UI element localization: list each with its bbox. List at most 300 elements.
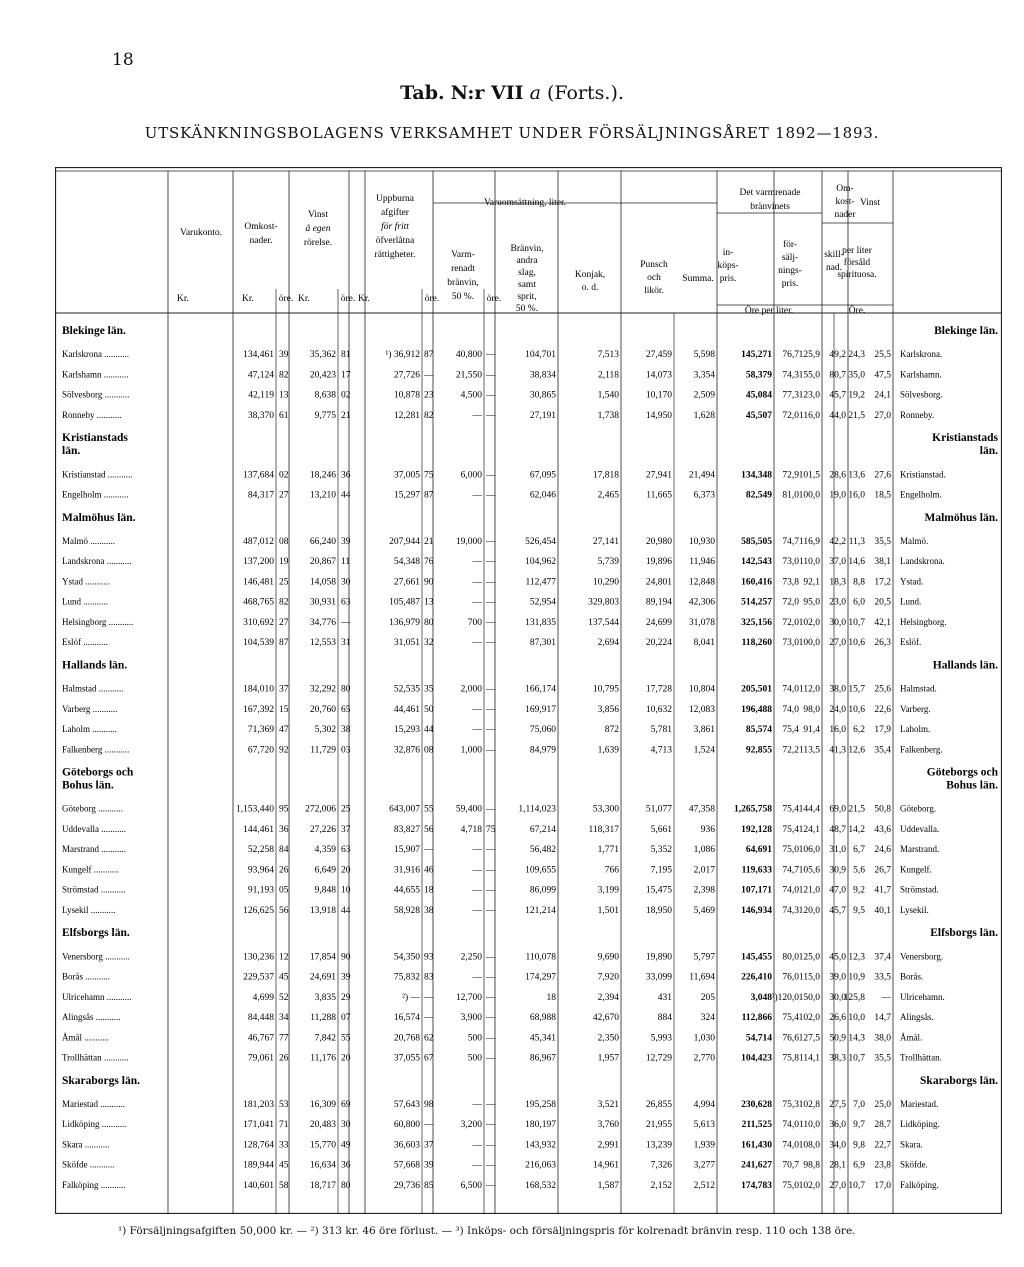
- cell-value: 75,4: [782, 804, 799, 815]
- cell-value: 1,501: [597, 905, 619, 916]
- cell-value: 216,063: [525, 1160, 556, 1171]
- row-place-right: Kristianstad.: [900, 469, 946, 480]
- cell-value: 57,643: [393, 1099, 420, 1110]
- cell-value: 43,6: [874, 824, 891, 835]
- cell-value: 20,423: [309, 370, 336, 381]
- cell-value: 42,2: [829, 536, 846, 547]
- row-place: Karlskrona ...........: [62, 349, 129, 360]
- cell-value: 112,866: [741, 1013, 772, 1023]
- cell-value: 22,7: [874, 1140, 891, 1151]
- row-place: Landskrona ...........: [62, 556, 132, 567]
- cell-value: 75,8: [782, 1053, 799, 1064]
- cell-value: —: [424, 992, 434, 1003]
- cell-value: 87: [279, 638, 289, 649]
- cell-value: 52,535: [393, 684, 420, 695]
- cell-value: 87: [424, 490, 434, 501]
- cell-value: 105,487: [389, 597, 420, 608]
- cell-value: 6,373: [693, 490, 715, 501]
- cell-value: —: [486, 597, 496, 608]
- cell-value: 487,012: [243, 536, 274, 547]
- cell-value: 104,962: [525, 557, 556, 568]
- header-varmrenadt: renadt: [451, 264, 475, 274]
- header-ore-col: öre.: [486, 294, 502, 304]
- row-place: Halmstad ...........: [62, 683, 124, 694]
- cell-value: 15,770: [309, 1140, 336, 1151]
- cell-value: 4,718: [460, 824, 482, 835]
- cell-value: 77: [279, 1033, 289, 1044]
- cell-value: 19,000: [455, 536, 482, 547]
- section-name: Bohus län.: [62, 779, 114, 792]
- cell-value: 20,867: [309, 557, 336, 568]
- cell-value: 62: [424, 1033, 434, 1044]
- cell-value: 49: [341, 1140, 351, 1151]
- cell-value: 171,041: [243, 1120, 274, 1131]
- cell-value: 82: [424, 410, 434, 421]
- cell-value: 56,482: [529, 845, 556, 856]
- cell-value: 30,865: [529, 390, 556, 401]
- header-inkopspris: pris.: [719, 274, 737, 284]
- cell-value: 127,5: [798, 1033, 820, 1044]
- row-place: Alingsås ...........: [62, 1012, 121, 1022]
- cell-value: 500: [467, 1053, 482, 1064]
- cell-value: 5,352: [650, 845, 672, 856]
- cell-value: 54,348: [393, 557, 420, 568]
- cell-value: —: [472, 725, 482, 735]
- cell-value: 136,979: [389, 617, 420, 628]
- row-place-right: Lidköping.: [900, 1119, 940, 1130]
- cell-value: 18: [424, 885, 434, 896]
- row-place: Marstrand ...........: [62, 844, 126, 855]
- cell-value: 585,505: [741, 536, 772, 547]
- cell-value: 38,370: [247, 410, 274, 421]
- cell-value: 76: [424, 557, 434, 568]
- cell-value: 13: [279, 390, 289, 401]
- row-place-right: Venersborg.: [900, 951, 944, 962]
- cell-value: 205: [700, 992, 715, 1003]
- row-place-right: Karlskrona.: [900, 349, 943, 360]
- cell-value: 30,9: [829, 865, 846, 876]
- header-ore-col: öre.: [424, 294, 440, 304]
- cell-value: 72,0: [782, 410, 799, 421]
- header-branvin-andra: samt: [518, 280, 536, 290]
- cell-value: 37: [424, 1140, 434, 1151]
- cell-value: 36,0: [829, 1120, 846, 1131]
- header-kr: Kr.: [177, 294, 189, 304]
- cell-value: 81: [341, 350, 351, 361]
- cell-value: —: [486, 1053, 496, 1064]
- cell-value: 21,494: [688, 470, 715, 481]
- cell-value: 74,0: [782, 704, 799, 715]
- cell-value: 29: [341, 992, 351, 1003]
- cell-value: —: [486, 804, 496, 815]
- cell-value: 526,454: [525, 536, 556, 547]
- cell-value: 125,8: [843, 992, 865, 1003]
- cell-value: 54,714: [745, 1033, 772, 1044]
- cell-value: 83: [424, 972, 434, 983]
- cell-value: 17,0: [874, 1180, 891, 1191]
- section-name: Blekinge län.: [62, 325, 126, 337]
- cell-value: 6,7: [853, 845, 865, 856]
- cell-value: 35,5: [874, 536, 891, 547]
- header-omkostnader-2: Om-: [836, 184, 854, 194]
- cell-value: 20,980: [645, 536, 672, 547]
- header-punsch: Punsch: [640, 260, 668, 270]
- cell-value: 85: [424, 1180, 434, 1191]
- header-summa: Summa.: [682, 274, 714, 284]
- cell-value: 54,350: [393, 952, 420, 963]
- cell-value: 33,5: [874, 972, 891, 983]
- cell-value: 169,917: [525, 704, 556, 715]
- cell-value: 11,946: [689, 557, 715, 568]
- cell-value: —: [472, 905, 482, 916]
- cell-value: 37,0: [829, 557, 846, 568]
- cell-value: 5,993: [650, 1033, 672, 1044]
- cell-value: 14,073: [645, 370, 672, 381]
- header-konjak: o. d.: [581, 283, 599, 293]
- cell-value: 2,000: [460, 684, 482, 695]
- cell-value: 50,9: [829, 1033, 846, 1044]
- cell-value: 45,7: [829, 905, 846, 916]
- cell-value: 6,2: [853, 725, 865, 735]
- cell-value: 2,118: [597, 370, 619, 381]
- cell-value: 10,6: [848, 638, 865, 649]
- cell-value: —: [486, 845, 496, 856]
- cell-value: 63: [341, 597, 351, 608]
- cell-value: 74,0: [782, 1120, 799, 1131]
- row-place: Lysekil ...........: [62, 904, 116, 915]
- header-forsaljningspris: för-: [782, 240, 798, 250]
- cell-value: 42,306: [688, 597, 715, 608]
- cell-value: 44: [424, 725, 434, 735]
- cell-value: 65: [341, 704, 351, 715]
- cell-value: 27,226: [309, 824, 336, 835]
- cell-value: 21: [424, 536, 434, 547]
- cell-value: —: [486, 617, 496, 628]
- cell-value: 70,7: [782, 1160, 799, 1171]
- cell-value: 91,193: [247, 885, 274, 896]
- cell-value: 83,827: [393, 824, 420, 835]
- cell-value: 6,0: [853, 597, 865, 608]
- cell-value: —: [486, 725, 496, 735]
- cell-value: 21,550: [455, 370, 482, 381]
- cell-value: 84,317: [247, 490, 274, 501]
- table-title-prefix: Tab.: [400, 82, 445, 104]
- row-place: Malmö ...........: [62, 535, 115, 546]
- cell-value: 91,4: [803, 725, 820, 735]
- cell-value: 168,532: [525, 1180, 556, 1191]
- cell-value: 10,170: [645, 390, 672, 401]
- cell-value: —: [486, 905, 496, 916]
- cell-value: 241,627: [741, 1160, 772, 1171]
- cell-value: 33: [279, 1140, 289, 1151]
- cell-value: 884: [657, 1013, 672, 1023]
- cell-value: 58: [279, 1180, 289, 1191]
- cell-value: 27,6: [874, 470, 891, 481]
- cell-value: 144,4: [798, 804, 820, 815]
- cell-value: 35,4: [874, 745, 891, 756]
- cell-value: —: [486, 350, 496, 361]
- cell-value: 8,041: [693, 638, 715, 649]
- cell-value: 9,2: [853, 885, 865, 896]
- cell-value: 37: [341, 824, 351, 835]
- cell-value: 21,955: [645, 1120, 672, 1131]
- cell-value: 12,083: [688, 704, 715, 715]
- cell-value: ²) —: [402, 992, 420, 1003]
- cell-value: —: [472, 1099, 482, 1110]
- header-vinst: å egen: [305, 224, 331, 234]
- row-place: Strömstad ...........: [62, 884, 126, 895]
- cell-value: 16,574: [393, 1013, 420, 1023]
- cell-value: 9,848: [314, 885, 336, 896]
- cell-value: 90: [341, 952, 351, 963]
- header-per-liter: spirituosa.: [837, 270, 877, 280]
- cell-value: 1,153,440: [236, 804, 274, 815]
- cell-value: 181,203: [243, 1099, 274, 1110]
- cell-value: 14,7: [874, 1013, 891, 1023]
- cell-value: —: [472, 972, 482, 983]
- cell-value: 134,348: [741, 470, 772, 481]
- cell-value: —: [486, 1120, 496, 1131]
- cell-value: 81,0: [782, 490, 799, 501]
- cell-value: 67: [424, 1053, 434, 1064]
- cell-value: 36: [341, 1160, 351, 1171]
- header-branvin-andra: Bränvin,: [510, 244, 544, 254]
- header-varmrenadt: Varm-: [451, 250, 475, 260]
- cell-value: 27,459: [645, 350, 672, 361]
- cell-value: 166,174: [525, 684, 556, 695]
- cell-value: —: [424, 1013, 434, 1023]
- cell-value: 1,628: [693, 410, 715, 421]
- row-place-right: Karlshamn.: [900, 369, 942, 380]
- cell-value: 15,7: [848, 684, 865, 695]
- row-place: Eslöf ...........: [62, 637, 108, 648]
- cell-value: 2,250: [460, 952, 482, 963]
- row-place-right: Alingsås.: [900, 1012, 934, 1022]
- cell-value: 34,776: [309, 617, 336, 628]
- cell-value: 23,8: [874, 1160, 891, 1171]
- cell-value: 120,0: [798, 905, 820, 916]
- cell-value: —: [472, 1140, 482, 1151]
- header-det-varmrenade: Det varmrenade: [739, 188, 801, 198]
- cell-value: 14,3: [848, 1033, 865, 1044]
- header-omkost: nader.: [249, 236, 273, 246]
- cell-value: —: [486, 745, 496, 756]
- cell-value: 24,6: [874, 845, 891, 856]
- header-vinst: rörelse.: [303, 238, 333, 248]
- cell-value: 15,475: [645, 885, 672, 896]
- cell-value: 62,046: [529, 490, 556, 501]
- row-place: Karlshamn ...........: [62, 369, 129, 380]
- cell-value: 72,0: [782, 617, 799, 628]
- cell-value: 128,764: [243, 1140, 274, 1151]
- cell-value: 6,9: [853, 1160, 865, 1171]
- cell-value: 45: [279, 1160, 289, 1171]
- cell-value: 6,649: [314, 865, 336, 876]
- row-place-right: Lysekil.: [900, 904, 929, 915]
- row-place: Åmål ...........: [62, 1032, 109, 1043]
- cell-value: 38,0: [829, 684, 846, 695]
- cell-value: —: [486, 1160, 496, 1171]
- cell-value: 71: [279, 1120, 289, 1131]
- cell-value: 3,048: [750, 992, 772, 1003]
- cell-value: 14,950: [645, 410, 672, 421]
- cell-value: 180,197: [525, 1120, 556, 1131]
- cell-value: 23,0: [829, 597, 846, 608]
- cell-value: 74,3: [782, 370, 799, 381]
- cell-value: 13,210: [309, 490, 336, 501]
- cell-value: 18: [546, 992, 556, 1003]
- cell-value: 24,801: [645, 577, 672, 588]
- cell-value: 47,124: [247, 370, 274, 381]
- cell-value: —: [486, 1140, 496, 1151]
- cell-value: 98,8: [803, 1160, 820, 1171]
- cell-value: 50,8: [874, 804, 891, 815]
- cell-value: 47,5: [874, 370, 891, 381]
- cell-value: 137,544: [588, 617, 619, 628]
- cell-value: 9,8: [853, 1140, 865, 1151]
- cell-value: 8,638: [314, 390, 336, 401]
- cell-value: 39: [341, 972, 351, 983]
- cell-value: 72,9: [782, 470, 799, 481]
- cell-value: 45,507: [745, 410, 772, 421]
- section-name-right: Bohus län.: [946, 779, 998, 792]
- cell-value: 39: [424, 1160, 434, 1171]
- cell-value: 18,717: [309, 1180, 336, 1191]
- cell-value: 31,078: [688, 617, 715, 628]
- row-place: Kungelf ...........: [62, 864, 119, 875]
- cell-value: 113,5: [798, 745, 820, 756]
- row-place-right: Varberg.: [900, 703, 931, 714]
- cell-value: 10,930: [688, 536, 715, 547]
- cell-value: 2,509: [693, 390, 715, 401]
- cell-value: 102,8: [798, 1099, 820, 1110]
- cell-value: 72,0: [782, 597, 799, 608]
- cell-value: 137,684: [243, 470, 274, 481]
- cell-value: 130,236: [243, 952, 274, 963]
- row-place: Engelholm ...........: [62, 489, 129, 500]
- cell-value: 1,265,758: [734, 804, 772, 815]
- cell-value: 82: [279, 597, 289, 608]
- section-name-right: Blekinge län.: [934, 325, 998, 337]
- cell-value: 25,5: [874, 350, 891, 361]
- header-kr: Kr.: [298, 294, 310, 304]
- section-name: Hallands län.: [62, 659, 128, 672]
- row-place: Uddevalla ...........: [62, 823, 126, 834]
- cell-value: 26,7: [874, 865, 891, 876]
- cell-value: 75,832: [393, 972, 420, 983]
- cell-value: —: [486, 1099, 496, 1110]
- header-varmrenadt: 50 %.: [451, 292, 475, 302]
- row-place-right: Borås.: [900, 971, 924, 982]
- cell-value: 121,0: [798, 885, 820, 896]
- cell-value: 174,783: [741, 1180, 772, 1191]
- cell-value: 90: [424, 577, 434, 588]
- cell-value: 1,086: [693, 845, 715, 856]
- cell-value: —: [472, 597, 482, 608]
- cell-value: 9,5: [853, 905, 865, 916]
- cell-value: 75,3: [782, 1099, 799, 1110]
- cell-value: 45,7: [829, 390, 846, 401]
- cell-value: 35,0: [848, 370, 865, 381]
- cell-value: 26,855: [645, 1099, 672, 1110]
- section-name-right: län.: [979, 445, 998, 458]
- cell-value: 12,848: [688, 577, 715, 588]
- cell-value: 98: [424, 1099, 434, 1110]
- header-omkost: Omkost-: [244, 222, 278, 232]
- cell-value: 45,341: [529, 1033, 556, 1044]
- cell-value: 24,1: [874, 390, 891, 401]
- row-place-right: Kungelf.: [900, 864, 932, 875]
- cell-value: 14,058: [309, 577, 336, 588]
- statistics-table: [55, 167, 1002, 1214]
- cell-value: 324: [700, 1013, 715, 1023]
- cell-value: 27: [279, 617, 289, 628]
- cell-value: 1,939: [693, 1140, 715, 1151]
- cell-value: 75: [486, 824, 496, 835]
- cell-value: 2,991: [597, 1140, 619, 1151]
- cell-value: 24,3: [848, 350, 865, 361]
- cell-value: 230,628: [741, 1099, 772, 1110]
- cell-value: 1,030: [693, 1033, 715, 1044]
- cell-value: —: [424, 845, 434, 856]
- cell-value: 57,668: [393, 1160, 420, 1171]
- cell-value: 1,000: [460, 745, 482, 756]
- cell-value: 46,767: [247, 1033, 274, 1044]
- cell-value: —: [341, 617, 351, 628]
- cell-value: 643,007: [389, 804, 420, 815]
- row-place-right: Marstrand.: [900, 844, 940, 855]
- cell-value: 37: [279, 684, 289, 695]
- cell-value: —: [472, 845, 482, 856]
- cell-value: 145,271: [741, 350, 772, 361]
- cell-value: 13,918: [309, 905, 336, 916]
- cell-value: 115,0: [798, 972, 820, 983]
- row-place: Varberg ...........: [62, 703, 118, 714]
- cell-value: 20,224: [645, 638, 672, 649]
- cell-value: 52: [279, 992, 289, 1003]
- cell-value: 38: [341, 725, 351, 735]
- cell-value: 17,818: [592, 470, 619, 481]
- cell-value: 3,835: [314, 992, 336, 1003]
- cell-value: 73,0: [782, 638, 799, 649]
- cell-value: 53: [279, 1099, 289, 1110]
- cell-value: 82: [279, 370, 289, 381]
- cell-value: 124,1: [798, 824, 820, 835]
- cell-value: 872: [604, 725, 619, 735]
- cell-value: —: [486, 490, 496, 501]
- cell-value: 3,200: [460, 1120, 482, 1131]
- cell-value: —: [424, 1120, 434, 1131]
- cell-value: 93,964: [247, 865, 274, 876]
- cell-value: 89,194: [645, 597, 672, 608]
- header-varukonto: Varukonto.: [180, 228, 222, 238]
- header-branvin-andra: andra: [516, 256, 538, 266]
- cell-value: 42,670: [592, 1013, 619, 1023]
- cell-value: 22,6: [874, 704, 891, 715]
- cell-value: 1,738: [597, 410, 619, 421]
- cell-value: 100,0: [798, 490, 820, 501]
- cell-value: —: [472, 704, 482, 715]
- header-uppburna: öfverlåtna: [375, 236, 415, 246]
- cell-value: 140,601: [243, 1180, 274, 1191]
- cell-value: 20: [341, 1053, 351, 1064]
- cell-value: 325,156: [741, 617, 772, 628]
- row-place-right: Lund.: [900, 596, 922, 607]
- cell-value: 101,5: [798, 470, 820, 481]
- cell-value: 155,0: [798, 370, 820, 381]
- cell-value: —: [424, 370, 434, 381]
- cell-value: 2,465: [597, 490, 619, 501]
